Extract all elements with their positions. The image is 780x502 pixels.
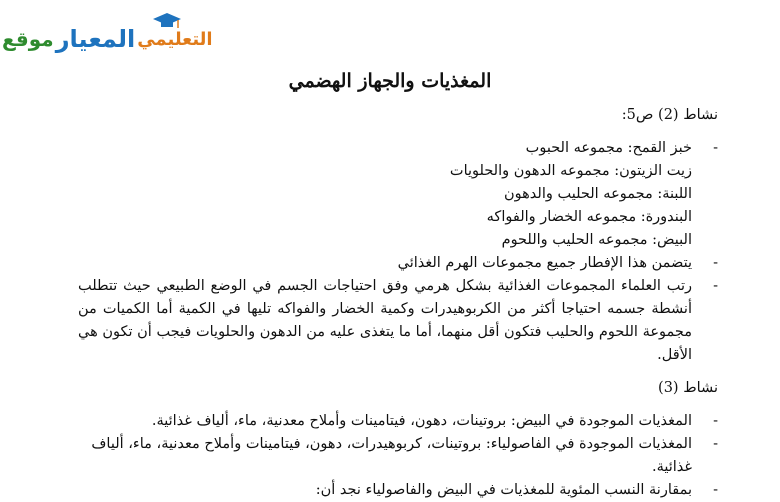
list-item: - بمقارنة النسب المئوية للمغذيات في البيض والفاصولياء نجد أن: [78,479,718,502]
food-group-line: اللبنة: مجموعه الحليب والدهون [504,186,692,202]
food-group-line: زيت الزيتون: مجموعه الدهون والحلويات [449,163,692,179]
activity-2-heading: نشاط (2) ص5: [621,107,718,123]
logo-text [2,24,242,54]
list-item: - يتضمن هذا الإفطار جميع مجموعات الهرم الغذائي [78,252,718,275]
activity-2-list [78,137,718,367]
logo-word-name: المعيار [55,25,136,53]
logo-word-site: موقع [2,27,54,51]
document-body [78,104,718,502]
list-item: - رتب العلماء المجموعات الغذائية بشكل هرمي وفق احتياجات الجسم في الوضع الطبيعي حيث تتطلب أنشطة جسمه احتياجا أكثر من الكربوهيدرات وكمية الخضار والفواكه تليها في الكمية أما الكميات من مجموعة اللحوم والحليب فتكون أقل منهما، أما ما يتغذى عليه من الدهون والحلويات فيجب أن تكون هي الأقل. [78,275,718,367]
food-groups-item [78,137,718,252]
food-group-line: - خبز القمح: مجموعه الحبوب [525,140,692,156]
food-group-line: البندورة: مجموعه الخضار والفواكه [486,209,692,225]
logo-word-edu: التعليمي [137,28,213,50]
page-title: المغذيات والجهاز الهضمي [288,70,492,92]
list-item: - المغذيات الموجودة في الفاصولياء: بروتينات، كربوهيدرات، دهون، فيتامينات وأملاح معدنية، ماء، ألياف غذائية. [78,433,718,479]
activity-3-heading: نشاط (3) [658,380,718,396]
site-logo[interactable] [2,8,247,60]
activity-3-list [78,410,718,502]
food-group-line: البيض: مجموعه الحليب واللحوم [501,232,692,248]
list-item: - المغذيات الموجودة في البيض: بروتينات، دهون، فيتامينات وأملاح معدنية، ماء، ألياف غذائية. [78,410,718,433]
